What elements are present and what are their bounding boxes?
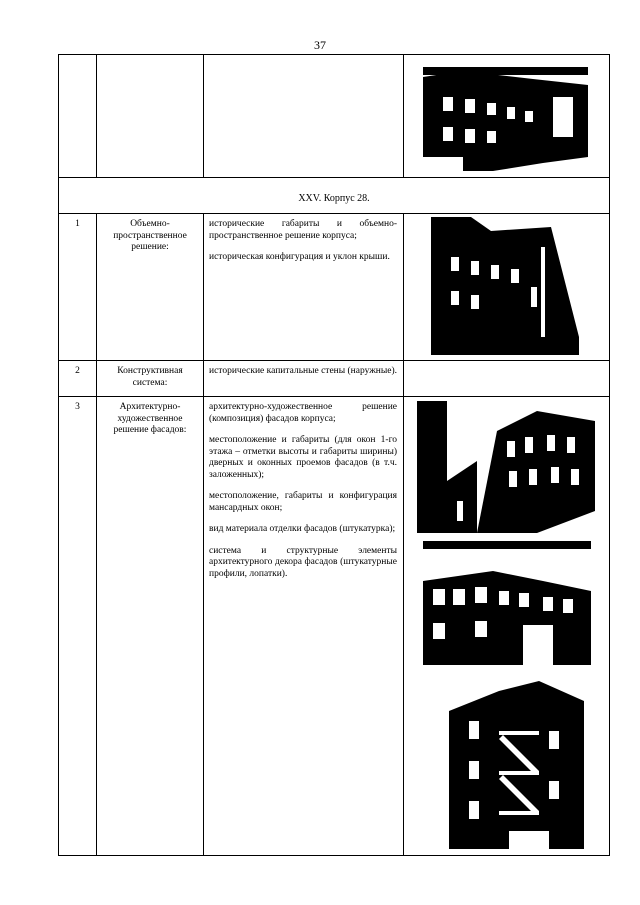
row-divider — [59, 360, 609, 361]
column-divider — [96, 213, 97, 855]
row-1-desc-item: исторические габариты и объемно-пространственное решение корпуса; — [209, 219, 397, 241]
row-3-number: 3 — [75, 402, 80, 412]
column-divider — [403, 55, 404, 177]
building-photo-row3-c — [439, 671, 584, 849]
row-divider — [59, 177, 609, 178]
row-divider — [59, 213, 609, 214]
row-3-description — [209, 402, 397, 590]
page-number: 37 — [314, 38, 326, 52]
row-2-name: Конструктивная система: — [117, 366, 183, 388]
building-photo-top — [423, 67, 588, 171]
building-photo-row3-b — [423, 541, 591, 665]
row-3-desc-item: система и структурные элементы архитектурного декора фасадов (штукатурные профили, лопатки). — [209, 545, 397, 579]
row-3-desc-item: архитектурно-художественное решение (композиция) фасадов корпуса; — [209, 402, 397, 424]
column-divider — [203, 213, 204, 855]
row-1-number: 1 — [75, 219, 80, 229]
row-1-desc-item: историческая конфигурация и уклон крыши. — [209, 252, 390, 262]
building-photo-row1 — [431, 217, 579, 355]
row-1-description — [209, 219, 397, 274]
row-1-name: Объемно-пространственное решение: — [113, 219, 187, 252]
row-2-desc-item: исторические капитальные стены (наружные). — [209, 366, 398, 376]
heritage-table — [58, 54, 610, 856]
column-divider — [203, 55, 204, 177]
row-3-name: Архитектурно-художественное решение фасадов: — [113, 402, 187, 435]
row-2-number: 2 — [75, 366, 80, 376]
column-divider — [96, 55, 97, 177]
row-3-desc-item: местоположение и габариты (для окон 1-го этажа – отметки высоты и габариты ширины) дверных и оконных проемов фасадов (в т.ч. заложенных); — [209, 435, 397, 480]
row-divider — [59, 396, 609, 397]
section-title: XXV. Корпус 28. — [298, 193, 370, 204]
row-3-desc-item: вид материала отделки фасадов (штукатурка); — [209, 524, 396, 534]
column-divider — [403, 213, 404, 855]
row-3-desc-item: местоположение, габариты и конфигурация мансардных окон; — [209, 491, 397, 513]
building-photo-row3-a — [417, 401, 595, 533]
row-2-description — [209, 366, 397, 388]
